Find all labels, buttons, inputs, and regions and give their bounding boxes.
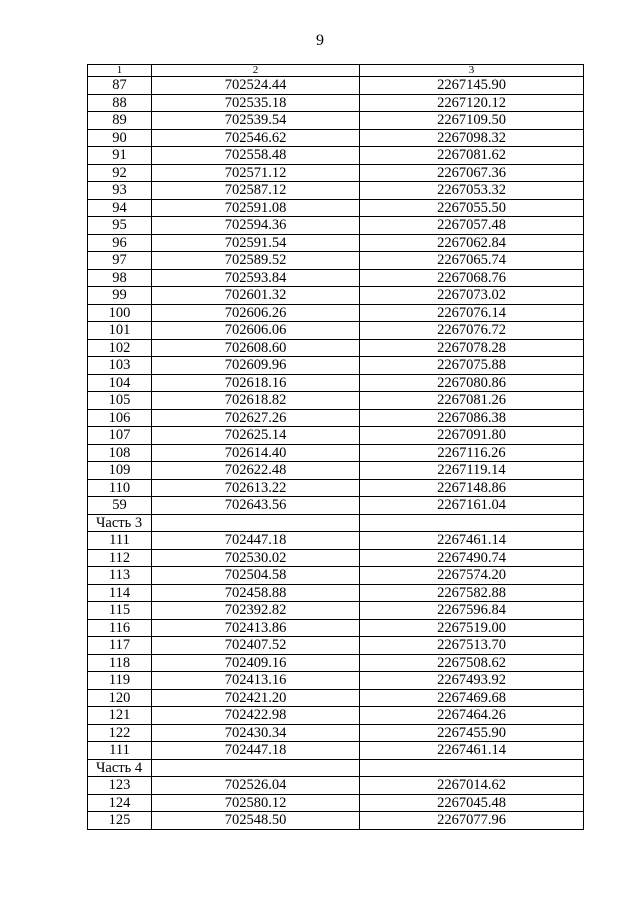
y-coordinate-cell: 2267055.50 [360,199,584,217]
point-number-cell: 110 [88,479,152,497]
point-number-cell: 100 [88,304,152,322]
y-coordinate-cell: 2267091.80 [360,427,584,445]
y-coordinate-cell: 2267057.48 [360,217,584,235]
table-row [88,112,584,130]
y-coordinate-cell: 2267045.48 [360,794,584,812]
table-row [88,339,584,357]
point-number-cell: 101 [88,322,152,340]
y-coordinate-cell: 2267519.00 [360,619,584,637]
point-number-cell: 119 [88,672,152,690]
x-coordinate-cell: 702608.60 [152,339,360,357]
point-number-cell: 97 [88,252,152,270]
point-number-cell: 87 [88,77,152,95]
point-number-cell: 124 [88,794,152,812]
point-number-cell: 114 [88,584,152,602]
y-coordinate-cell: 2267065.74 [360,252,584,270]
point-number-cell: 115 [88,602,152,620]
y-coordinate-cell: 2267469.68 [360,689,584,707]
x-coordinate-cell: 702606.06 [152,322,360,340]
y-coordinate-cell: 2267109.50 [360,112,584,130]
column-header-3: 3 [360,65,584,77]
y-coordinate-cell: 2267086.38 [360,409,584,427]
point-number-cell: 89 [88,112,152,130]
point-number-cell: 111 [88,532,152,550]
point-number-cell: 96 [88,234,152,252]
point-number-cell: 98 [88,269,152,287]
y-coordinate-cell: 2267067.36 [360,164,584,182]
point-number-cell: 88 [88,94,152,112]
y-coordinate-cell: 2267582.88 [360,584,584,602]
x-coordinate-cell: 702535.18 [152,94,360,112]
x-coordinate-cell: 702622.48 [152,462,360,480]
x-coordinate-cell: 702447.18 [152,532,360,550]
y-coordinate-cell: 2267596.84 [360,602,584,620]
point-number-cell: 93 [88,182,152,200]
empty-cell [360,514,584,532]
point-number-cell: 102 [88,339,152,357]
table-row [88,689,584,707]
y-coordinate-cell: 2267098.32 [360,129,584,147]
point-number-cell: 122 [88,724,152,742]
point-number-cell: 111 [88,742,152,760]
column-header-2: 2 [152,65,360,77]
x-coordinate-cell: 702643.56 [152,497,360,515]
point-number-cell: 109 [88,462,152,480]
x-coordinate-cell: 702430.34 [152,724,360,742]
table-row [88,532,584,550]
point-number-cell: 120 [88,689,152,707]
x-coordinate-cell: 702539.54 [152,112,360,130]
table-row [88,549,584,567]
y-coordinate-cell: 2267076.14 [360,304,584,322]
table-row [88,567,584,585]
point-number-cell: 105 [88,392,152,410]
table-row [88,374,584,392]
point-number-cell: 106 [88,409,152,427]
x-coordinate-cell: 702409.16 [152,654,360,672]
x-coordinate-cell: 702526.04 [152,777,360,795]
table-row [88,497,584,515]
y-coordinate-cell: 2267077.96 [360,812,584,830]
table-row [88,724,584,742]
table-row [88,742,584,760]
point-number-cell: 116 [88,619,152,637]
empty-cell [152,514,360,532]
table-row [88,672,584,690]
table-row [88,357,584,375]
x-coordinate-cell: 702614.40 [152,444,360,462]
x-coordinate-cell: 702422.98 [152,707,360,725]
table-row [88,252,584,270]
table-row [88,777,584,795]
y-coordinate-cell: 2267068.76 [360,269,584,287]
y-coordinate-cell: 2267461.14 [360,532,584,550]
table-row [88,794,584,812]
table-row [88,619,584,637]
y-coordinate-cell: 2267508.62 [360,654,584,672]
y-coordinate-cell: 2267574.20 [360,567,584,585]
x-coordinate-cell: 702524.44 [152,77,360,95]
point-number-cell: 99 [88,287,152,305]
table-row [88,602,584,620]
table-row [88,637,584,655]
section-label: Часть 3 [88,514,152,532]
x-coordinate-cell: 702558.48 [152,147,360,165]
table-header-row [88,65,584,77]
table-row [88,409,584,427]
y-coordinate-cell: 2267081.26 [360,392,584,410]
table-row [88,147,584,165]
point-number-cell: 107 [88,427,152,445]
y-coordinate-cell: 2267493.92 [360,672,584,690]
x-coordinate-cell: 702392.82 [152,602,360,620]
point-number-cell: 104 [88,374,152,392]
x-coordinate-cell: 702593.84 [152,269,360,287]
point-number-cell: 103 [88,357,152,375]
y-coordinate-cell: 2267120.12 [360,94,584,112]
section-row [88,514,584,532]
x-coordinate-cell: 702587.12 [152,182,360,200]
y-coordinate-cell: 2267145.90 [360,77,584,95]
y-coordinate-cell: 2267080.86 [360,374,584,392]
x-coordinate-cell: 702413.86 [152,619,360,637]
x-coordinate-cell: 702618.16 [152,374,360,392]
table-row [88,479,584,497]
table-row [88,182,584,200]
x-coordinate-cell: 702627.26 [152,409,360,427]
x-coordinate-cell: 702589.52 [152,252,360,270]
x-coordinate-cell: 702447.18 [152,742,360,760]
y-coordinate-cell: 2267014.62 [360,777,584,795]
point-number-cell: 125 [88,812,152,830]
x-coordinate-cell: 702407.52 [152,637,360,655]
table-row [88,94,584,112]
table-row [88,707,584,725]
x-coordinate-cell: 702625.14 [152,427,360,445]
table-row [88,322,584,340]
y-coordinate-cell: 2267464.26 [360,707,584,725]
table-row [88,217,584,235]
section-label: Часть 4 [88,759,152,777]
table-row [88,164,584,182]
y-coordinate-cell: 2267490.74 [360,549,584,567]
x-coordinate-cell: 702413.16 [152,672,360,690]
y-coordinate-cell: 2267081.62 [360,147,584,165]
y-coordinate-cell: 2267161.04 [360,497,584,515]
point-number-cell: 118 [88,654,152,672]
table-row [88,427,584,445]
empty-cell [360,759,584,777]
y-coordinate-cell: 2267148.86 [360,479,584,497]
x-coordinate-cell: 702609.96 [152,357,360,375]
x-coordinate-cell: 702530.02 [152,549,360,567]
table-row [88,584,584,602]
point-number-cell: 90 [88,129,152,147]
x-coordinate-cell: 702594.36 [152,217,360,235]
table-row [88,462,584,480]
y-coordinate-cell: 2267116.26 [360,444,584,462]
table-row [88,812,584,830]
x-coordinate-cell: 702601.32 [152,287,360,305]
x-coordinate-cell: 702571.12 [152,164,360,182]
point-number-cell: 92 [88,164,152,182]
point-number-cell: 95 [88,217,152,235]
table-row [88,77,584,95]
point-number-cell: 108 [88,444,152,462]
y-coordinate-cell: 2267119.14 [360,462,584,480]
x-coordinate-cell: 702618.82 [152,392,360,410]
x-coordinate-cell: 702580.12 [152,794,360,812]
coordinates-table-body [88,65,584,830]
x-coordinate-cell: 702591.08 [152,199,360,217]
point-number-cell: 94 [88,199,152,217]
point-number-cell: 112 [88,549,152,567]
table-row [88,654,584,672]
table-row [88,234,584,252]
section-row [88,759,584,777]
point-number-cell: 117 [88,637,152,655]
point-number-cell: 113 [88,567,152,585]
x-coordinate-cell: 702504.58 [152,567,360,585]
table-row [88,129,584,147]
coordinates-table [87,64,584,830]
y-coordinate-cell: 2267076.72 [360,322,584,340]
table-row [88,304,584,322]
x-coordinate-cell: 702548.50 [152,812,360,830]
point-number-cell: 123 [88,777,152,795]
x-coordinate-cell: 702458.88 [152,584,360,602]
table-row [88,269,584,287]
table-row [88,392,584,410]
table-row [88,287,584,305]
empty-cell [152,759,360,777]
point-number-cell: 91 [88,147,152,165]
table-row [88,199,584,217]
x-coordinate-cell: 702591.54 [152,234,360,252]
point-number-cell: 59 [88,497,152,515]
y-coordinate-cell: 2267513.70 [360,637,584,655]
x-coordinate-cell: 702421.20 [152,689,360,707]
y-coordinate-cell: 2267455.90 [360,724,584,742]
y-coordinate-cell: 2267053.32 [360,182,584,200]
page-number: 9 [316,32,324,49]
y-coordinate-cell: 2267073.02 [360,287,584,305]
column-header-1: 1 [88,65,152,77]
y-coordinate-cell: 2267078.28 [360,339,584,357]
x-coordinate-cell: 702613.22 [152,479,360,497]
table-row [88,444,584,462]
y-coordinate-cell: 2267075.88 [360,357,584,375]
point-number-cell: 121 [88,707,152,725]
y-coordinate-cell: 2267062.84 [360,234,584,252]
y-coordinate-cell: 2267461.14 [360,742,584,760]
x-coordinate-cell: 702606.26 [152,304,360,322]
x-coordinate-cell: 702546.62 [152,129,360,147]
